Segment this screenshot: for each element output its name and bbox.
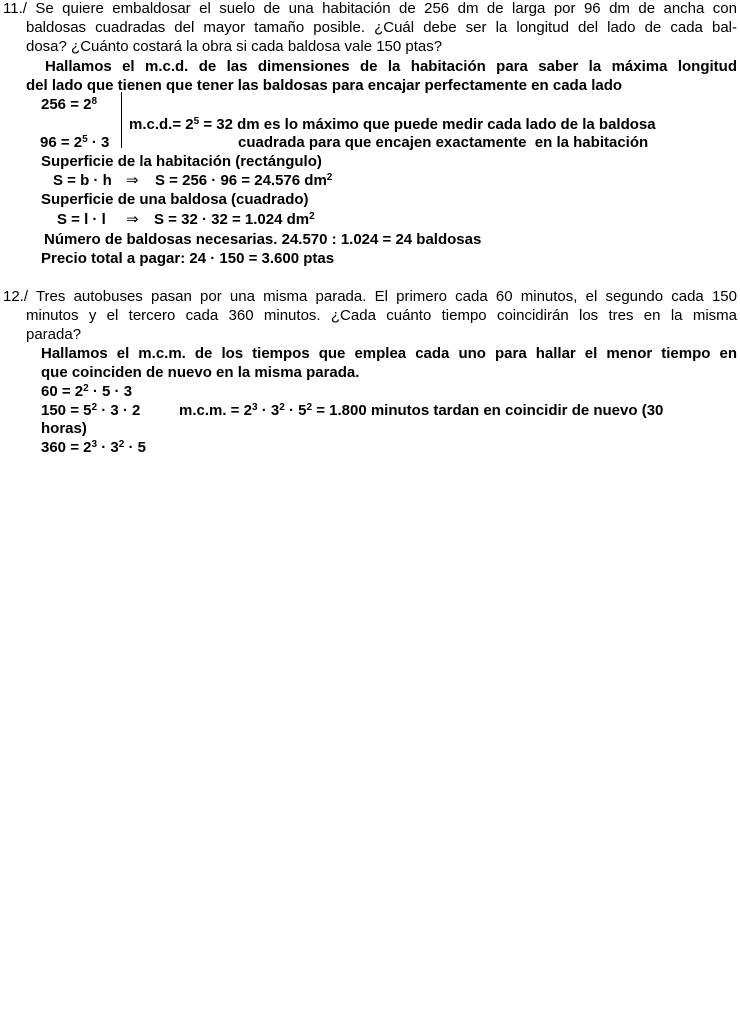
tile-area-calculation: S = 32 · 32 = 1.024 $dm^2$ (154, 211, 315, 228)
problem-11-statement-line-2: baldosas cuadradas del mayor tamaño posible. ¿Cuál debe ser la longitud del lado de cada bal- (26, 19, 737, 36)
factorization-360: $360 = 2^3 \cdot 3^2 \cdot 5$ (41, 439, 146, 456)
tile-count: Número de baldosas necesarias. 24.570 : 1.024 = 24 baldosas (44, 231, 482, 248)
problem-12-statement-line-1: 12./ Tres autobuses pasan por una misma parada. El primero cada 60 minutos, el segundo cada 150 (3, 288, 737, 305)
mcm-result-continued: horas) (41, 420, 87, 437)
room-area-label: Superficie de la habitación (rectángulo) (41, 153, 322, 170)
problem-12-statement-line-3: parada? (26, 326, 82, 343)
problem-12-statement-line-2: minutos y el tercero cada 360 minutos. ¿Cada cuánto tiempo coincidirán los tres en la misma (26, 307, 737, 324)
problem-11-intro-line-1: Hallamos el m.c.d. de las dimensiones de la habitación para saber la máxima longitud (45, 58, 737, 75)
tile-area-label: Superficie de una baldosa (cuadrado) (41, 191, 309, 208)
problem-11-statement-line-1: 11./ Se quiere embaldosar el suelo de una habitación de 256 dm de larga por 96 dm de ancha con (3, 0, 737, 17)
total-price: Precio total a pagar: 24 · 150 = 3.600 ptas (41, 250, 335, 267)
mcm-result: m.c.m. = $2^3 \cdot 3^2 \cdot 5^2 = 1.800$ minutos tardan en coincidir de nuevo (30 (179, 402, 664, 419)
mcd-result: $m.c.d.= 2^5 = 32$ dm es lo máximo que puede medir cada lado de la baldosa (129, 116, 656, 133)
problem-11-statement-line-3: dosa? ¿Cuánto costará la obra si cada baldosa vale 150 ptas? (26, 38, 443, 55)
factorization-divider (121, 92, 122, 148)
tile-area-formula: S = l · l (57, 211, 106, 228)
problem-12-intro-line-1: Hallamos el m.c.m. de los tiempos que emplea cada uno para hallar el menor tiempo en (41, 345, 737, 362)
factorization-256: $256 = 2^8$ (41, 96, 98, 113)
factorization-150: $150 = 5^2 \cdot 3 \cdot 2$ (41, 402, 141, 419)
problem-11-intro-line-2: del lado que tienen que tener las baldosas para encajar perfectamente en cada lado (26, 77, 623, 94)
factorization-60: $60 = 2^2 \cdot 5 \cdot 3$ (41, 383, 133, 400)
room-area-formula: S = b · h (53, 172, 112, 189)
arrow-icon: ⇒ (126, 211, 139, 228)
factorization-96: $96 = 2^5 \cdot 3$ (40, 134, 110, 151)
mcd-result-continued: cuadrada para que encajen exactamente en la habitación (238, 134, 649, 151)
room-area-calculation: S = 256 · 96 = 24.576 $dm^2$ (155, 172, 333, 189)
arrow-icon: ⇒ (126, 172, 139, 189)
problem-12-intro-line-2: que coinciden de nuevo en la misma parada. (41, 364, 360, 381)
